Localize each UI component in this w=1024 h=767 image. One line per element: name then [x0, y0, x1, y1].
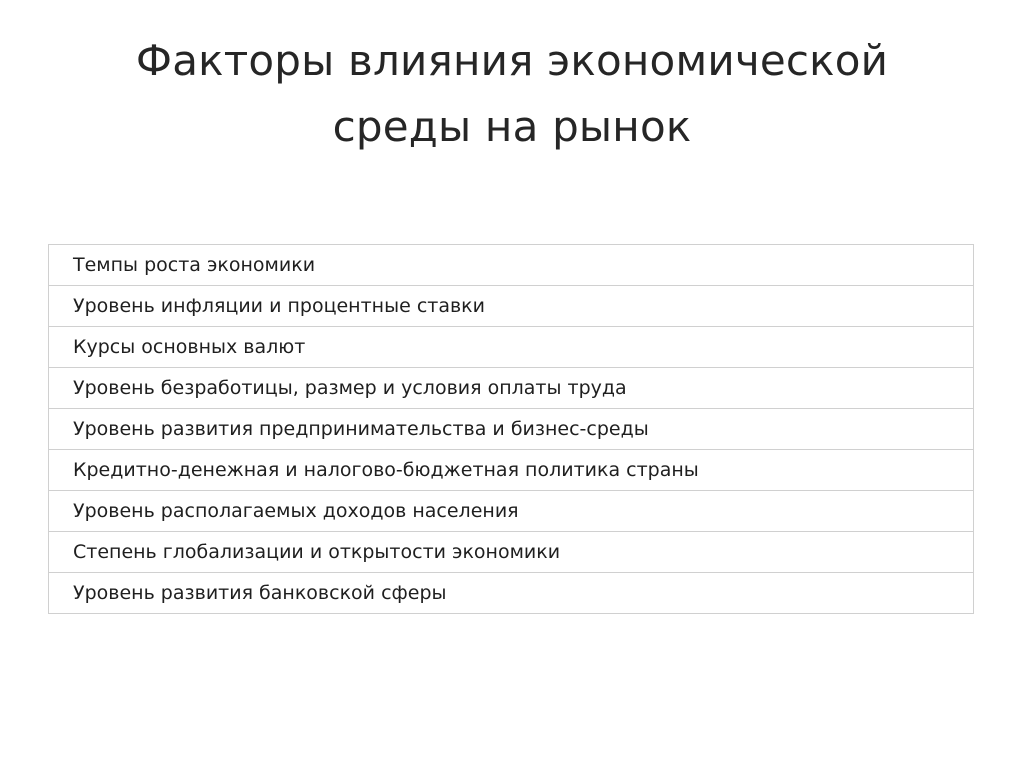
table-row — [49, 532, 974, 573]
table-row — [49, 245, 974, 286]
slide-title-line-1: Факторы влияния экономической — [135, 36, 889, 85]
factor-cell: Степень глобализации и открытости экономики — [49, 532, 974, 573]
table-row — [49, 491, 974, 532]
slide-title-line-2: среды на рынок — [332, 102, 692, 151]
factor-cell: Уровень развития предпринимательства и бизнес-среды — [49, 409, 974, 450]
table-row — [49, 450, 974, 491]
slide-title — [40, 28, 984, 160]
factor-cell: Уровень развития банковской сферы — [49, 573, 974, 614]
factor-cell: Курсы основных валют — [49, 327, 974, 368]
table-row — [49, 368, 974, 409]
factor-cell: Темпы роста экономики — [49, 245, 974, 286]
table-row — [49, 409, 974, 450]
table-row — [49, 327, 974, 368]
factor-cell: Уровень инфляции и процентные ставки — [49, 286, 974, 327]
factor-cell: Уровень безработицы, размер и условия оплаты труда — [49, 368, 974, 409]
factors-table — [48, 244, 974, 614]
table-row — [49, 286, 974, 327]
table-row — [49, 573, 974, 614]
factor-cell: Кредитно-денежная и налогово-бюджетная политика страны — [49, 450, 974, 491]
factor-cell: Уровень располагаемых доходов населения — [49, 491, 974, 532]
